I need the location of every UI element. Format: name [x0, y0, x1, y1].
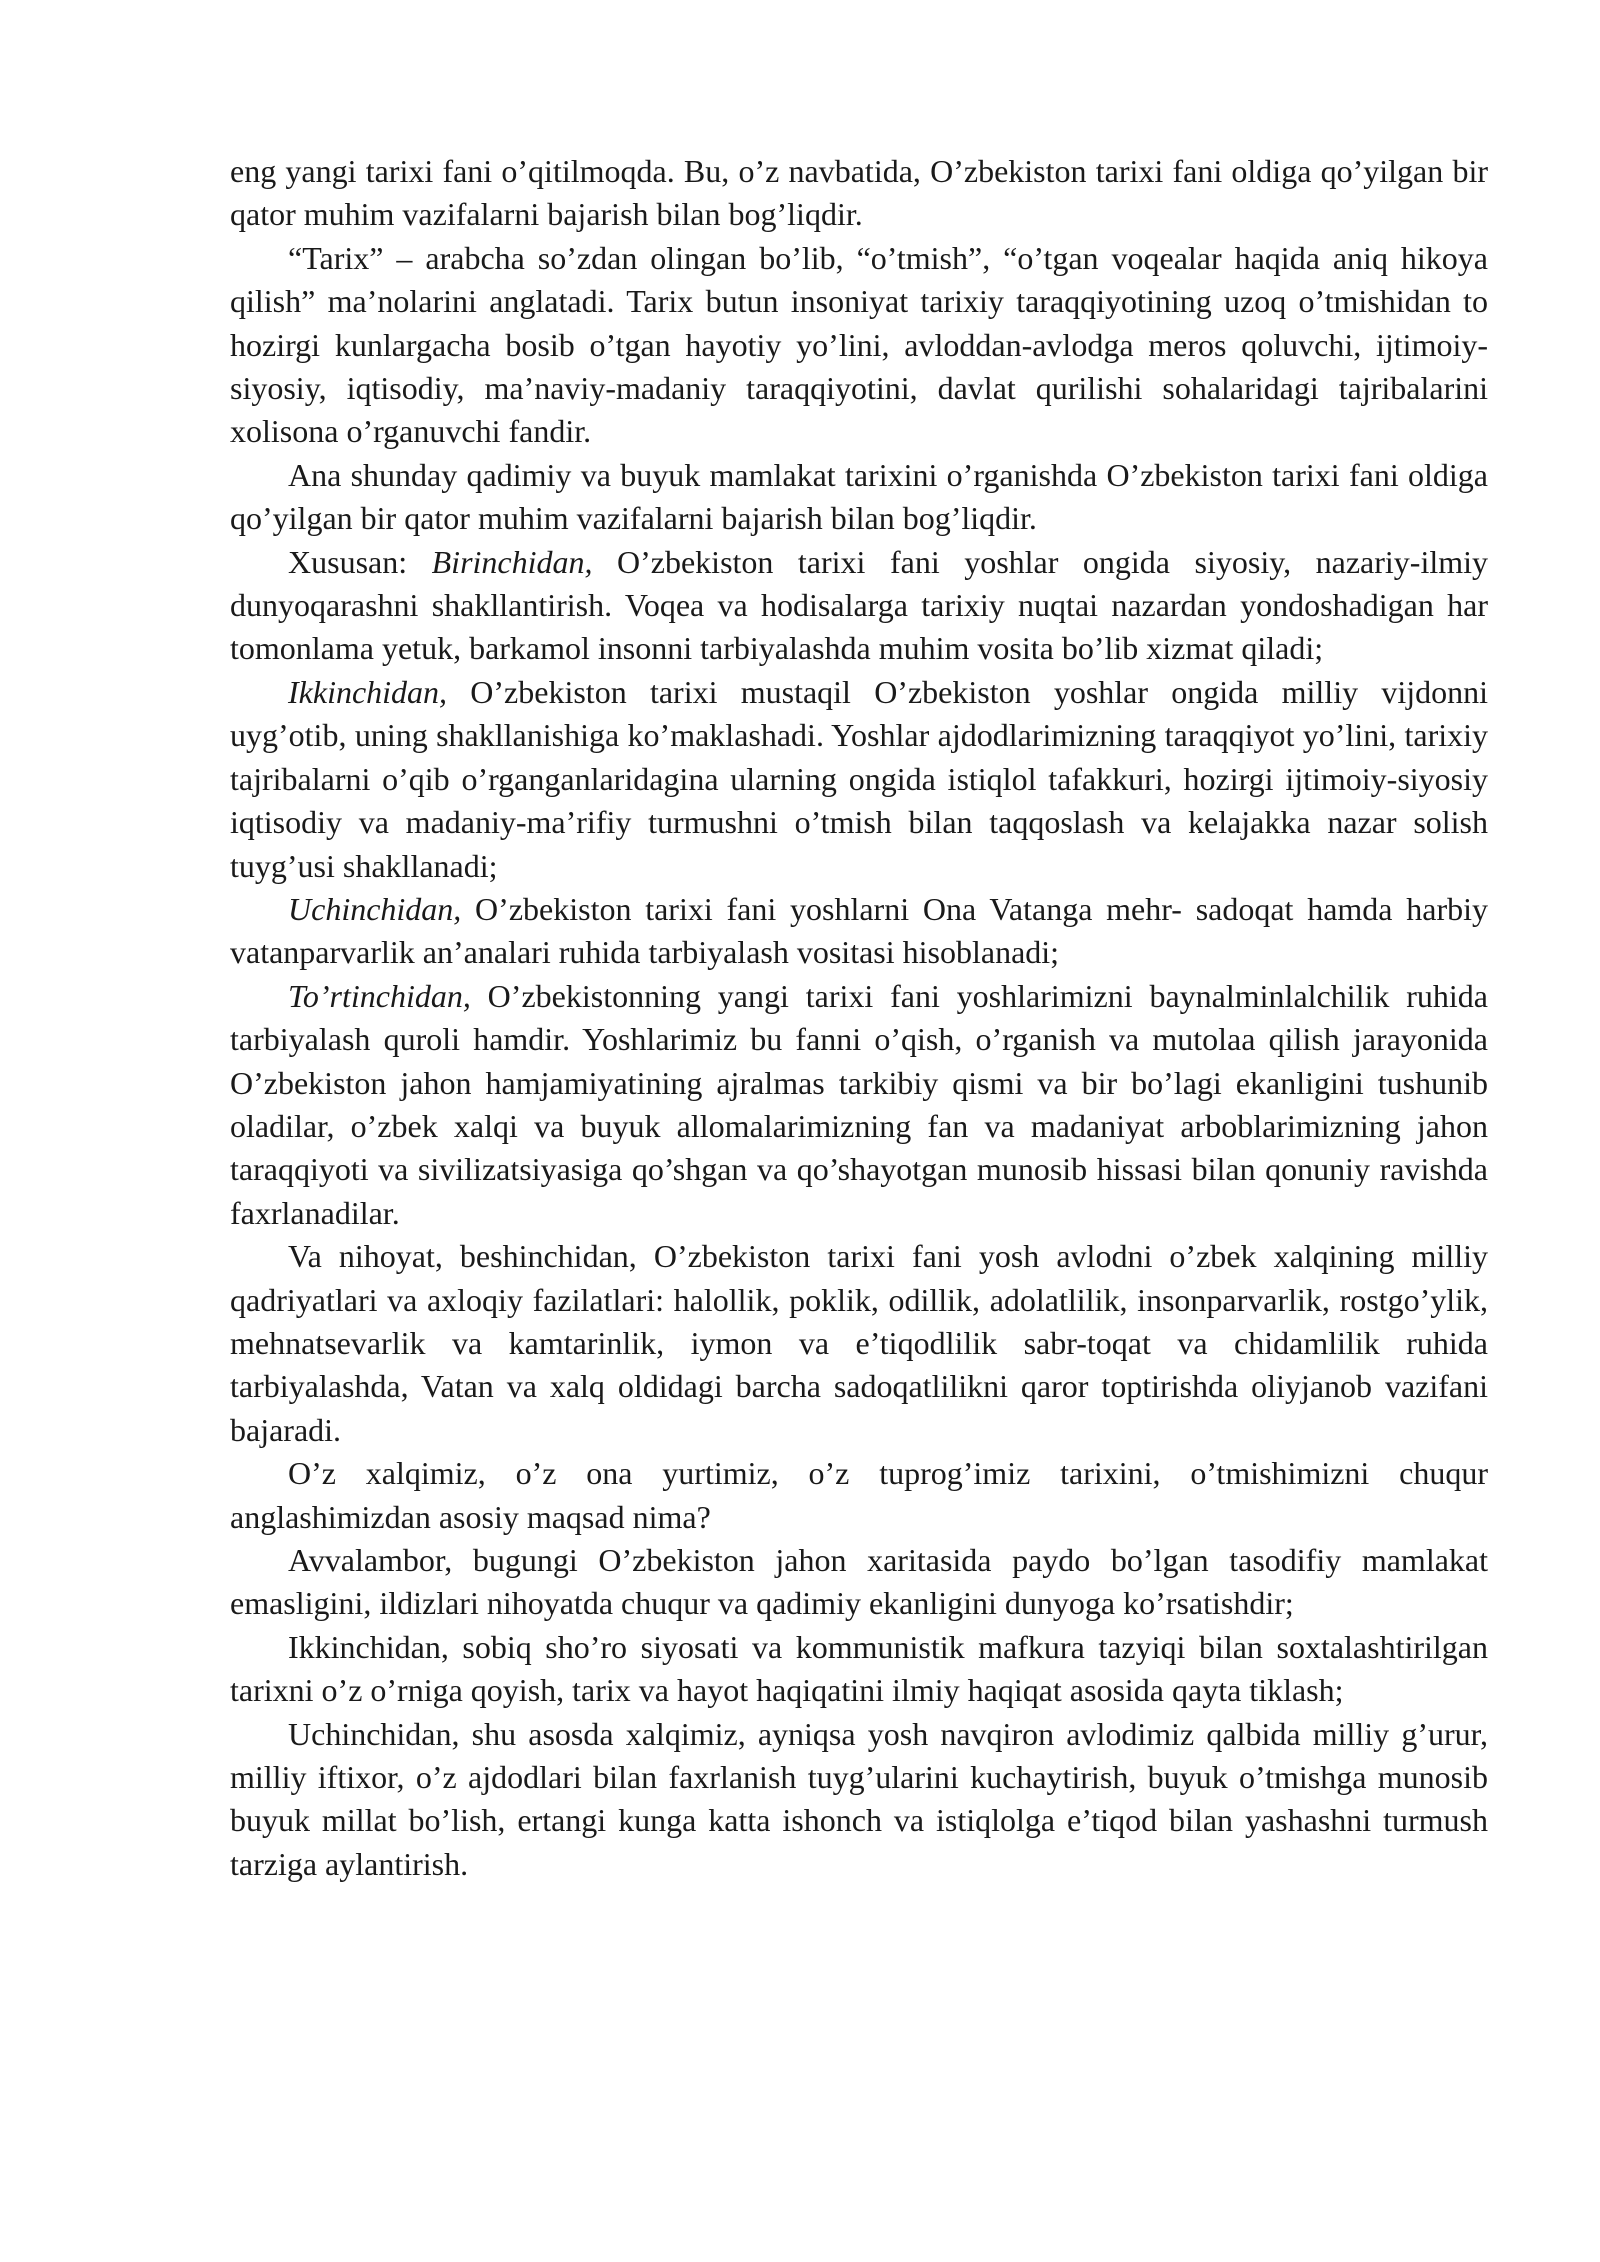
- paragraph: [230, 1539, 1488, 1626]
- paragraph-text: O’zbekistonning yangi tarixi fani yoshlarimizni baynalminlalchilik ruhida tarbiyalash quroli hamdir. Yoshlarimiz bu fanni o’qish, o’rganish va mutolaa qilish jarayonida O’zbekiston jahon hamjamiyatining ajralmas tarkibiy qismi va bir bo’lagi ekanligini tushunib oladilar, o’zbek xalqi va buyuk allomalarimizning fan va madaniyat arboblarimizning jahon taraqqiyoti va sivilizatsiyasiga qo’shgan va qo’shayotgan munosib hissasi bilan qonuniy ravishda faxrlanadilar.: [230, 977, 1488, 1231]
- paragraph-text: Va nihoyat, beshinchidan, O’zbekiston tarixi fani yosh avlodni o’zbek xalqining milliy qadriyatlari va axloqiy fazilatlari: halollik, poklik, odillik, adolatlilik, insonparvarlik, rostgo’ylik, mehnatsevarlik va kamtarinlik, iymon va e’tiqodlilik sabr-toqat va chidamlilik ruhida tarbiyalashda, Vatan va xalq oldidagi barcha sadoqatlilikni qaror toptirishda oliyjanob vazifani bajaradi.: [230, 1238, 1488, 1448]
- paragraph-text: eng yangi tarixi fani o’qitilmoqda. Bu, o’z navbatida, O’zbekiston tarixi fani oldiga qo’yilgan bir qator muhim vazifalarni bajarish bilan bog’liqdir.: [230, 153, 1488, 233]
- paragraph-text: Avvalambor, bugungi O’zbekiston jahon xaritasida paydo bo’lgan tasodifiy mamlakat emasligini, ildizlari nihoyatda chuqur va qadimiy ekanligini dunyoga ko’rsatishdir;: [230, 1542, 1488, 1622]
- paragraph-text: Uchinchidan, shu asosda xalqimiz, ayniqsa yosh navqiron avlodimiz qalbida milliy g’urur, milliy iftixor, o’z ajdodlari bilan faxrlanish tuyg’ularini kuchaytirish, buyuk o’tmishga munosib buyuk millat bo’lish, ertangi kunga katta ishonch va istiqlolga e’tiqod bilan yashashni turmush tarziga aylantirish.: [230, 1715, 1488, 1882]
- paragraph: [230, 1235, 1488, 1452]
- paragraph-text: O’z xalqimiz, o’z ona yurtimiz, o’z tuprog’imiz tarixini, o’tmishimizni chuqur anglashimizdan asosiy maqsad nima?: [230, 1455, 1488, 1535]
- paragraph-italic-lead: Ikkinchidan,: [288, 673, 448, 710]
- paragraph-text: O’zbekiston tarixi fani yoshlarni Ona Vatanga mehr- sadoqat hamda harbiy vatanparvarlik an’analari ruhida tarbiyalash vositasi hisoblanadi;: [230, 890, 1488, 971]
- paragraph: [230, 888, 1488, 975]
- paragraph-text: O’zbekiston tarixi mustaqil O’zbekiston yoshlar ongida milliy vijdonni uyg’otib, uning shakllanishiga ko’maklashadi. Yoshlar ajdodlarimizning taraqqiyot yo’lini, tarixiy tajribalarni o’qib o’rganganlaridagina ularning ongida istiqlol tafakkuri, hozirgi ijtimoiy-siyosiy iqtisodiy va madaniy-ma’rifiy turmushni o’tmish bilan taqqoslash va kelajakka nazar solish tuyg’usi shakllanadi;: [230, 673, 1488, 884]
- paragraph-text: O’zbekiston tarixi fani yoshlar ongida siyosiy, nazariy-ilmiy dunyoqarashni shakllantirish. Voqea va hodisalarga tarixiy nuqtai nazardan yondoshadigan har tomonlama yetuk, barkamol insonni tarbiyalashda muhim vosita bo’lib xizmat qiladi;: [230, 543, 1489, 667]
- paragraph: [230, 454, 1488, 541]
- paragraph-italic-lead: Birinchidan,: [431, 543, 593, 580]
- paragraph: [230, 541, 1488, 671]
- paragraph: [230, 1713, 1488, 1887]
- paragraph-text: “Tarix” – arabcha so’zdan olingan bo’lib, “o’tmish”, “o’tgan voqealar haqida aniq hikoya qilish” ma’nolarini anglatadi. Tarix butun insoniyat tarixiy taraqqiyotining uzoq o’tmishidan to hozirgi kunlargacha bosib o’tgan hayotiy yo’lini, avloddan-avlodga meros qoluvchi, ijtimoiy-siyosiy, iqtisodiy, ma’naviy-madaniy taraqqiyotini, davlat qurilishi sohalaridagi tajribalarini xolisona o’rganuvchi fandir.: [230, 239, 1488, 450]
- paragraph-text: Ikkinchidan, sobiq sho’ro siyosati va kommunistik mafkura tazyiqi bilan soxtalashtirilgan tarixni o’z o’rniga qoyish, tarix va hayot haqiqatini ilmiy haqiqat asosida qayta tiklash;: [230, 1628, 1488, 1709]
- paragraph: [230, 150, 1488, 237]
- paragraph-italic-lead: Uchinchidan,: [288, 890, 462, 927]
- paragraph: [230, 237, 1488, 454]
- paragraph-italic-lead: To’rtinchidan,: [288, 977, 471, 1014]
- paragraph: [230, 671, 1488, 888]
- paragraph: [230, 975, 1488, 1235]
- paragraph-text: Ana shunday qadimiy va buyuk mamlakat tarixini o’rganishda O’zbekiston tarixi fani oldiga qo’yilgan bir qator muhim vazifalarni bajarish bilan bog’liqdir.: [230, 456, 1488, 537]
- document-page: [230, 150, 1488, 1886]
- paragraph: [230, 1452, 1488, 1539]
- paragraph-prefix: Xususan:: [288, 543, 432, 580]
- paragraph: [230, 1626, 1488, 1713]
